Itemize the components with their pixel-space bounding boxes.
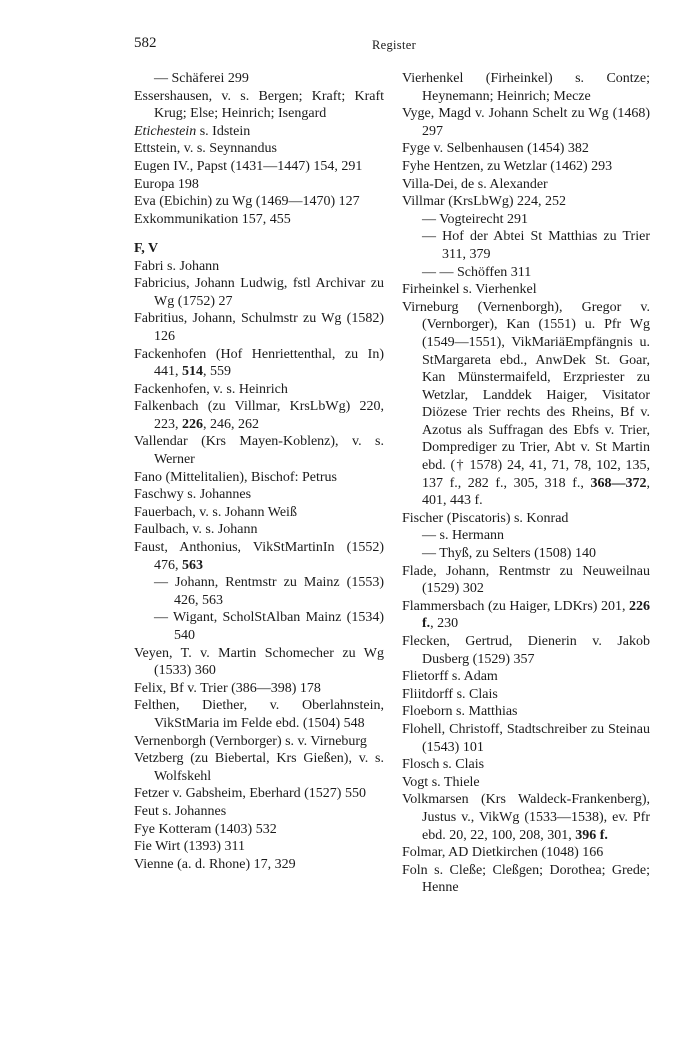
index-entry: Faschwy s. Johannes xyxy=(134,487,252,503)
index-entry: Vienne (a. d. Rhone) 17, 329 xyxy=(134,856,296,872)
index-entry: Flecken, Gertrud, Dienerin v. Jakob Dusberg (1529) 357 xyxy=(402,634,650,667)
index-entry: Europa 198 xyxy=(134,176,199,192)
index-entry: Villmar (KrsLbWg) 224, 252 xyxy=(402,194,567,210)
index-entry: Feut s. Johannes xyxy=(134,803,227,819)
index-entry: Essershausen, v. s. Bergen; Kraft; Kraft Krug; Else; Heinrich; Isengard xyxy=(134,88,384,122)
index-entry: Felix, Bf v. Trier (386—398) 178 xyxy=(134,680,321,696)
index-entry: Fauerbach, v. s. Johann Weiß xyxy=(134,504,297,520)
index-entry: Vetzberg (zu Biebertal, Krs Gießen), v. s. Wolfskehl xyxy=(134,751,384,784)
index-entry: Fyge v. Selbenhausen (1454) 382 xyxy=(402,141,589,157)
index-entry: Fie Wirt (1393) 311 xyxy=(134,839,246,855)
index-entry: Fabri s. Johann xyxy=(134,258,220,274)
index-entry: Flammersbach (zu Haiger, LDKrs) 201, 226 f., 230 xyxy=(402,598,650,632)
index-column-left xyxy=(134,70,384,873)
index-entry: Fliitdorff s. Clais xyxy=(402,686,498,702)
index-entry: Fabricius, Johann Ludwig, fstl Archivar zu Wg (1752) 27 xyxy=(134,276,384,309)
index-entry: Fischer (Piscatoris) s. Konrad xyxy=(402,510,569,526)
index-entry: Vierhenkel (Firheinkel) s. Contze; Heynemann; Heinrich; Mecze xyxy=(402,71,650,104)
index-entry: Flade, Johann, Rentmstr zu Neuweilnau (1529) 302 xyxy=(402,563,650,597)
index-entry: Volkmarsen (Krs Waldeck-Frankenberg), Justus v., VikWg (1533—1538), ev. Pfr ebd. 20, 22, 100, 208, 301, 396 f. xyxy=(402,792,650,843)
index-entry: Eva (Ebichin) zu Wg (1469—1470) 127 xyxy=(134,194,360,210)
index-entry: Folmar, AD Dietkirchen (1048) 166 xyxy=(402,845,604,861)
index-entry: Firheinkel s. Vierhenkel xyxy=(402,282,537,298)
index-entry: — Vogteirecht 291 xyxy=(422,211,529,227)
index-entry: Exkommunikation 157, 455 xyxy=(134,211,291,227)
index-entry: Flosch s. Clais xyxy=(402,757,485,773)
index-column-right xyxy=(402,70,650,897)
index-entry: — s. Hermann xyxy=(422,528,505,544)
index-entry: Veyen, T. v. Martin Schomecher zu Wg (1533) 360 xyxy=(134,645,384,679)
index-entry: Felthen, Diether, v. Oberlahnstein, VikStMaria im Felde ebd. (1504) 548 xyxy=(134,698,384,731)
index-entry: Vernenborgh (Vernborger) s. v. Virneburg xyxy=(134,733,367,749)
index-entry: Virneburg (Vernenborgh), Gregor v. (Vernborger), Kan (1551) u. Pfr Wg (1549—1551), VikMariäEmpfängnis u. StMargareta ebd., AnwDek St. Goar, Kan Münstermaifeld, Erzpriester zu Wetzlar, Landdek Haiger, Visitator Diözese Trier rechts des Rheins, Bf v. Azotus als Suffragan des Ebfs v. Trier, Domprediger zu Trier, Abt v. St Martin ebd. († 1578) 24, 41, 71, 78, 102, 135, 137 f., 282 f., 305, 318 f., 368—372, 401, 443 f. xyxy=(402,299,650,509)
index-entry: — Johann, Rentmstr zu Mainz (1553) 426, 563 xyxy=(154,575,384,608)
index-entry: Vallendar (Krs Mayen-Koblenz), v. s. Werner xyxy=(134,434,384,468)
index-entry: Fyhe Hentzen, zu Wetzlar (1462) 293 xyxy=(402,158,613,174)
index-entry: Villa-Dei, de s. Alexander xyxy=(402,176,548,192)
index-entry: Fye Kotteram (1403) 532 xyxy=(134,821,277,837)
index-entry: — Hof der Abtei St Matthias zu Trier 311, 379 xyxy=(422,229,650,262)
index-entry: Fackenhofen (Hof Henriettenthal, zu In) 441, 514, 559 xyxy=(134,346,384,380)
index-entry: Faust, Anthonius, VikStMartinIn (1552) 476, 563 xyxy=(134,540,384,573)
index-entry: Ettstein, v. s. Seynnandus xyxy=(134,141,277,157)
index-entry: Faulbach, v. s. Johann xyxy=(134,522,258,538)
index-entry: — Wigant, ScholStAlban Mainz (1534) 540 xyxy=(154,610,384,643)
page-number: 582 xyxy=(134,35,157,51)
index-entry: — — Schöffen 311 xyxy=(422,264,532,280)
index-entry: — Thyß, zu Selters (1508) 140 xyxy=(422,546,596,562)
index-entry: Vogt s. Thiele xyxy=(402,774,480,790)
index-entry: Fabritius, Johann, Schulmstr zu Wg (1582) 126 xyxy=(134,311,384,344)
index-entry: Fano (Mittelitalien), Bischof: Petrus xyxy=(134,469,337,485)
index-entry: Flohell, Christoff, Stadtschreiber zu Steinau (1543) 101 xyxy=(402,721,650,755)
index-entry: Etichestein s. Idstein xyxy=(134,123,251,139)
running-head: Register xyxy=(372,38,417,52)
index-entry: Fetzer v. Gabsheim, Eberhard (1527) 550 xyxy=(134,786,366,802)
index-entry: — Schäferei 299 xyxy=(154,71,249,86)
index-entry: Vyge, Magd v. Johann Schelt zu Wg (1468) 297 xyxy=(402,106,650,139)
index-entry: Floeborn s. Matthias xyxy=(402,704,518,720)
index-entry: Falkenbach (zu Villmar, KrsLbWg) 220, 223, 226, 246, 262 xyxy=(134,399,384,432)
index-entry: Eugen IV., Papst (1431—1447) 154, 291 xyxy=(134,158,363,174)
index-entry: Fackenhofen, v. s. Heinrich xyxy=(134,381,288,397)
letter-heading: F, V xyxy=(134,240,159,256)
index-entry: Flietorff s. Adam xyxy=(402,669,498,685)
index-entry: Foln s. Cleße; Cleßgen; Dorothea; Grede; Henne xyxy=(402,862,650,896)
